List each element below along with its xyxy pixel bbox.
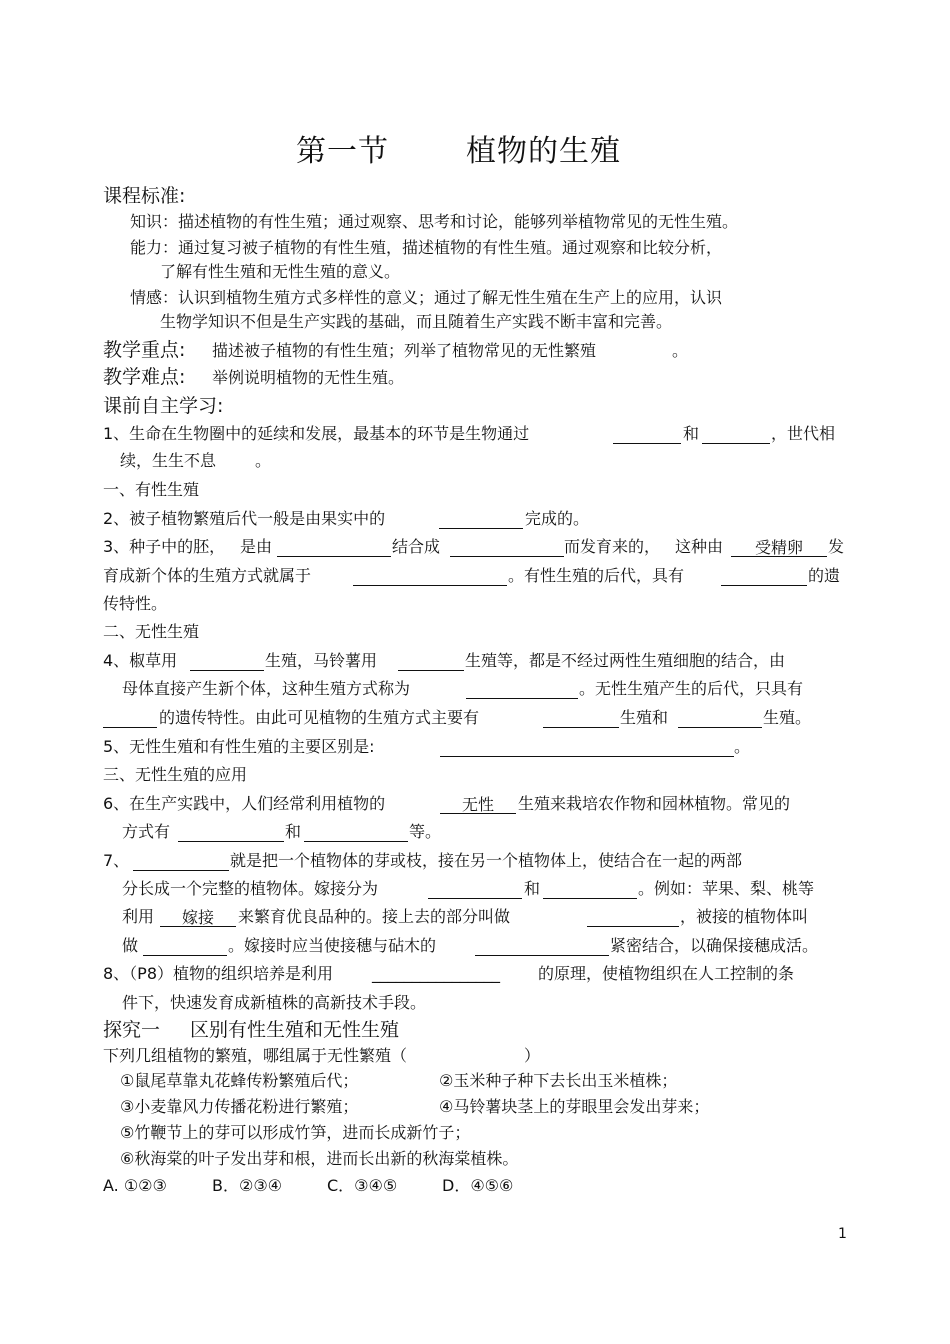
q2-tail: 完成的。 [525, 509, 590, 528]
q6-blank-1[interactable] [178, 823, 284, 842]
q5-text: 5、无性生殖和有性生殖的主要区别是: [103, 737, 375, 756]
q7-use: 利用 [122, 907, 155, 926]
q4-potato: 生殖，马铃薯用 [265, 651, 378, 670]
option-1: ①鼠尾草靠丸花蜂传粉繁殖后代； [120, 1071, 359, 1090]
q4-blank-5[interactable] [543, 709, 619, 728]
q7-num: 7、 [103, 851, 130, 870]
q6-text: 6、在生产实践中，人们经常利用植物的 [103, 794, 386, 813]
standards-heading: 课程标准: [103, 185, 186, 207]
q4-blank-1[interactable] [190, 652, 264, 671]
answer-b[interactable]: B．②③④ [212, 1176, 283, 1195]
q3-filled-answer[interactable]: 受精卵 [731, 538, 827, 557]
standards-ability-2: 了解有性生殖和无性生殖的意义。 [160, 262, 401, 281]
q1-end: 。 [255, 451, 272, 470]
q5-blank[interactable] [440, 738, 734, 757]
standards-emotion-1: 情感：认识到植物生殖方式多样性的意义；通过了解无性生殖在生产上的应用，认识 [130, 288, 723, 307]
q4-end: 生殖。 [763, 708, 812, 727]
q7-line2: 分长成一个完整的植物体。嫁接分为 [122, 879, 379, 898]
option-4: ④马铃薯块茎上的芽眼里会发出芽来； [439, 1097, 710, 1116]
explore-heading-text: 区别有性生殖和无性生殖 [190, 1019, 400, 1041]
q2-blank[interactable] [439, 510, 523, 529]
q6-and: 和 [285, 822, 302, 841]
q1-text: 1、生命在生物圈中的延续和发展，最基本的环节是生物通过 [103, 424, 530, 443]
q7-blank-2[interactable] [428, 880, 522, 899]
q3-line3: 传特性。 [103, 594, 168, 613]
q7-line3-tail: ，被接的植物体叫 [680, 907, 809, 926]
q3-fa: 发 [828, 537, 845, 556]
standards-knowledge: 知识：描述植物的有性生殖；通过观察、思考和讨论，能够列举植物常见的无性生殖。 [130, 212, 739, 231]
q4-and: 生殖和 [620, 708, 669, 727]
difficulty-text: 举例说明植物的无性生殖。 [212, 368, 405, 387]
q4-blank-6[interactable] [678, 709, 762, 728]
q7-line4: 。嫁接时应当使接穗与砧木的 [228, 936, 437, 955]
q7-blank-3[interactable] [543, 880, 637, 899]
difficulty-label: 教学难点: [103, 366, 186, 388]
q7-blank-6[interactable] [475, 937, 609, 956]
standards-ability-1: 能力：通过复习被子植物的有性生殖，描述植物的有性生殖。通过观察和比较分析， [130, 238, 723, 257]
section-application: 三、无性生殖的应用 [103, 765, 248, 784]
answer-c[interactable]: C．③④⑤ [327, 1176, 398, 1195]
page-number: 1 [838, 1226, 847, 1242]
q4-line2-tail: 。无性生殖产生的后代，只具有 [579, 679, 804, 698]
q1-and: 和 [683, 424, 700, 443]
q1-blank-2[interactable] [702, 425, 770, 444]
preview-heading: 课前自主学习: [103, 395, 224, 417]
q6-rest: 生殖来栽培农作物和园林植物。常见的 [518, 794, 791, 813]
q1-blank-1[interactable] [613, 425, 681, 444]
q3-line2: 育成新个体的生殖方式就属于 [103, 566, 312, 585]
key-point-label: 教学重点: [103, 339, 186, 361]
answer-d[interactable]: D．④⑤⑥ [442, 1176, 514, 1195]
q4-blank-2[interactable] [398, 652, 464, 671]
q7-blank-4[interactable] [587, 908, 679, 927]
q4-blank-3[interactable] [466, 680, 578, 699]
q3-this: 这种由 [675, 537, 724, 556]
q8-rest: 的原理，使植物组织在人工控制的条 [538, 964, 795, 983]
standards-emotion-2: 生物学知识不但是生产实践的基础，而且随着生产实践不断丰富和完善。 [160, 312, 673, 331]
q6-blank-2[interactable] [304, 823, 408, 842]
q3-combine: 结合成 [392, 537, 441, 556]
q3-blank-4[interactable] [721, 567, 807, 586]
q1-tail: ，世代相 [771, 424, 836, 443]
q3-yi: 的遗 [808, 566, 841, 585]
q8-text: 8、（P8）植物的组织培养是利用 [103, 964, 334, 983]
q3-blank-2[interactable] [450, 538, 564, 557]
q7-text: 就是把一个植物体的芽或枝，接在另一个植物体上，使结合在一起的两部 [230, 851, 743, 870]
q7-filled-answer[interactable]: 嫁接 [160, 908, 236, 927]
q5-end: 。 [734, 737, 751, 756]
q4-line3: 的遗传特性。由此可见植物的生殖方式主要有 [159, 708, 480, 727]
q1-cont: 续，生生不息 [120, 451, 217, 470]
q8-line2: 件下，快速发育成新植株的高新技术手段。 [122, 993, 427, 1012]
q3-blank-3[interactable] [353, 567, 507, 586]
q3-mid: 。有性生殖的后代，具有 [508, 566, 685, 585]
q8-blank[interactable]: ________________ [372, 964, 500, 983]
section-asexual: 二、无性生殖 [103, 622, 200, 641]
key-point-end: 。 [672, 341, 689, 360]
q3-blank-1[interactable] [277, 538, 391, 557]
title-left: 第一节 [296, 134, 389, 169]
q7-example: 。例如：苹果、梨、桃等 [638, 879, 815, 898]
q4-rest: 生殖等，都是不经过两性生殖细胞的结合，由 [465, 651, 786, 670]
q4-text: 4、椒草用 [103, 651, 178, 670]
q7-zuo: 做 [122, 936, 139, 955]
q4-line2: 母体直接产生新个体，这种生殖方式称为 [122, 679, 411, 698]
answer-a[interactable]: A. ①②③ [103, 1176, 167, 1195]
q6-filled-answer[interactable]: 无性 [440, 795, 516, 814]
q7-blank-1[interactable] [133, 852, 229, 871]
explore-question: 下列几组植物的繁殖，哪组属于无性繁殖（ [103, 1046, 408, 1065]
q2-text: 2、被子植物繁殖后代一般是由果实中的 [103, 509, 386, 528]
q7-line3: 来繁育优良品种的。接上去的部分叫做 [238, 907, 511, 926]
q7-line4-tail: 紧密结合，以确保接穗成活。 [610, 936, 819, 955]
title-right: 植物的生殖 [466, 134, 621, 169]
q3-text: 3、种子中的胚， [103, 537, 226, 556]
option-3: ③小麦靠风力传播花粉进行繁殖； [120, 1097, 359, 1116]
option-2: ②玉米种子种下去长出玉米植株； [439, 1071, 678, 1090]
q6-end: 等。 [409, 822, 442, 841]
q7-and: 和 [524, 879, 541, 898]
section-sexual: 一、有性生殖 [103, 480, 200, 499]
option-6: ⑥秋海棠的叶子发出芽和根，进而长出新的秋海棠植株。 [120, 1149, 519, 1168]
option-5: ⑤竹鞭节上的芽可以形成竹笋，进而长成新竹子； [120, 1123, 471, 1142]
q7-blank-5[interactable] [143, 937, 227, 956]
q4-blank-4[interactable] [103, 709, 157, 728]
key-point-text: 描述被子植物的有性生殖；列举了植物常见的无性繁殖 [212, 341, 597, 360]
q6-line2: 方式有 [122, 822, 171, 841]
q3-from: 是由 [240, 537, 273, 556]
explore-heading-num: 探究一 [103, 1019, 161, 1041]
q3-develop: 而发育来的， [564, 537, 661, 556]
explore-question-end: ） [524, 1046, 541, 1065]
